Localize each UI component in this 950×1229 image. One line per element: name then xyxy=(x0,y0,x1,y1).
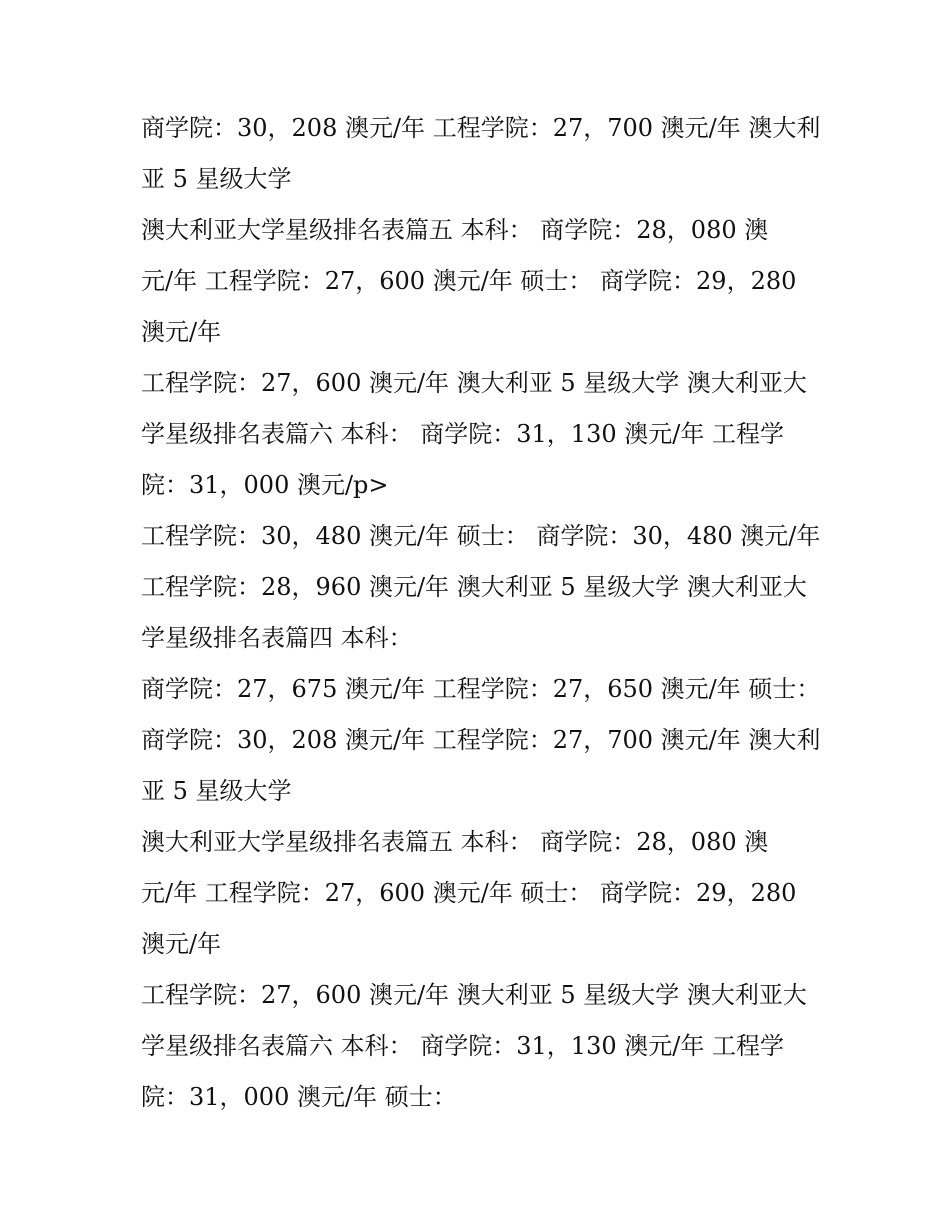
text-line: 院：31，000 澳元/p> xyxy=(141,471,389,499)
text-line: 元/年 工程学院：27，600 澳元/年 硕士： 商学院：29，280 xyxy=(141,267,797,295)
text-line: 商学院：27，675 澳元/年 工程学院：27，650 澳元/年 硕士： xyxy=(141,675,821,703)
text-line: 亚 5 星级大学 xyxy=(141,165,292,193)
text-line: 学星级排名表篇四 本科： xyxy=(141,624,413,652)
text-line: 商学院：30，208 澳元/年 工程学院：27，700 澳元/年 澳大利 xyxy=(141,726,821,754)
text-line: 澳大利亚大学星级排名表篇五 本科： 商学院：28，080 澳 xyxy=(141,216,769,244)
text-line: 元/年 工程学院：27，600 澳元/年 硕士： 商学院：29，280 xyxy=(141,879,797,907)
text-line: 学星级排名表篇六 本科： 商学院：31，130 澳元/年 工程学 xyxy=(141,1032,784,1060)
text-line: 工程学院：27，600 澳元/年 澳大利亚 5 星级大学 澳大利亚大 xyxy=(141,369,807,397)
text-line: 学星级排名表篇六 本科： 商学院：31，130 澳元/年 工程学 xyxy=(141,420,784,448)
text-line: 工程学院：28，960 澳元/年 澳大利亚 5 星级大学 澳大利亚大 xyxy=(141,573,807,601)
text-line: 亚 5 星级大学 xyxy=(141,777,292,805)
document-body xyxy=(141,103,821,1123)
text-line: 澳元/年 xyxy=(141,318,222,346)
text-line: 工程学院：27，600 澳元/年 澳大利亚 5 星级大学 澳大利亚大 xyxy=(141,981,807,1009)
text-line: 工程学院：30，480 澳元/年 硕士： 商学院：30，480 澳元/年 xyxy=(141,522,821,550)
text-line: 澳元/年 xyxy=(141,930,222,958)
text-line: 商学院：30，208 澳元/年 工程学院：27，700 澳元/年 澳大利 xyxy=(141,114,821,142)
text-line: 院：31，000 澳元/年 硕士： xyxy=(141,1083,457,1111)
text-line: 澳大利亚大学星级排名表篇五 本科： 商学院：28，080 澳 xyxy=(141,828,769,856)
